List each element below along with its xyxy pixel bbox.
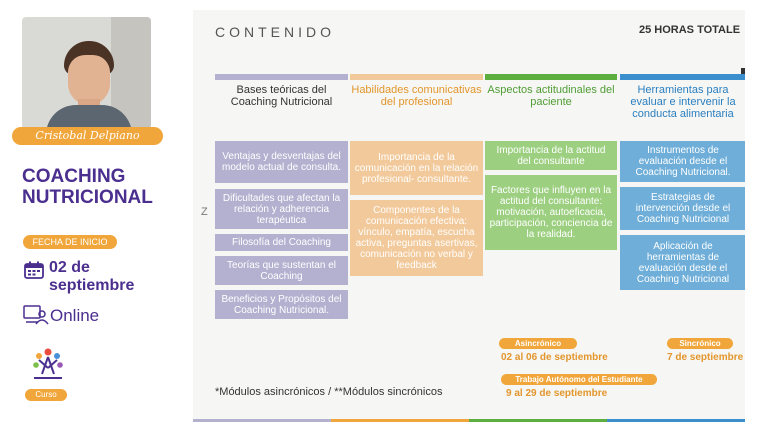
autonomous-label: Trabajo Autónomo del Estudiante [501, 374, 657, 385]
topic-card: Beneficios y Propósitos del Coaching Nutricional. [215, 290, 348, 319]
institution-logo [28, 344, 68, 382]
topic-card: Componentes de la comunicación efectiva: vínculo, empatía, escucha activa, preguntas asertivas, comunicación no verbal y feedback [350, 200, 483, 276]
module-legend: *Módulos asincrónicos / **Módulos sincrónicos [215, 386, 443, 398]
presenter-video [22, 17, 151, 129]
total-hours: 25 HORAS TOTALE [639, 24, 741, 36]
column-header: Bases teóricas del Coaching Nutricional [230, 84, 333, 108]
course-type-badge: Curso [25, 389, 67, 401]
slide-title: CONTENIDO [215, 24, 335, 40]
course-title [22, 166, 182, 208]
start-date-label: FECHA DE INICIO [23, 235, 117, 249]
sync-dates: 7 de septiembre [667, 352, 744, 363]
course-mode [23, 305, 143, 327]
presenter-name: Cristobal Delpiano [12, 127, 163, 145]
topic-card: Ventajas y desventajas del modelo actual de consulta. [215, 141, 348, 183]
column-habilidades [350, 74, 483, 108]
topic-card: Factores que influyen en la actitud del consultante: motivación, autoeficacia, participación, conciencia de la realidad. [485, 175, 617, 250]
topic-card: Estrategias de intervención desde el Coaching Nutricional [620, 187, 745, 230]
start-date-line2: septiembre [49, 277, 135, 294]
calendar-icon [24, 261, 44, 279]
course-info-panel [0, 0, 180, 432]
content-slide [193, 10, 745, 422]
sync-label: Sincrónico [667, 338, 733, 349]
async-dates: 02 al 06 de septiembre [501, 352, 608, 363]
online-class-icon [23, 305, 49, 325]
topic-card: Importancia de la actitud del consultante [485, 141, 617, 170]
column-aspectos [485, 74, 617, 108]
course-title-line2: NUTRICIONAL [22, 187, 153, 208]
course-title-line1: COACHING [22, 166, 126, 187]
topic-card: Dificultades que afectan la relación y adherencia terapéutica [215, 189, 348, 229]
column-bases-teoricas [215, 74, 348, 108]
column-header: Herramientas para evaluar e intervenir la conducta alimentaria [630, 84, 736, 120]
topic-card: Filosofía del Coaching [215, 234, 348, 251]
topic-card: Teorías que sustentan el Coaching [215, 256, 348, 285]
column-herramientas [620, 74, 745, 120]
column-header: Aspectos actitudinales del paciente [487, 84, 615, 108]
topic-card: Aplicación de herramientas de evaluación desde el Coaching Nutricional [620, 235, 745, 290]
column-header: Habilidades comunicativas del profesional [351, 84, 482, 108]
course-mode-label: Online [50, 306, 100, 325]
slide-color-strip [193, 419, 745, 422]
start-date-line1: 02 de [49, 259, 90, 276]
autonomous-dates: 9 al 29 de septiembre [506, 388, 608, 399]
async-label: Asincrónico [499, 338, 577, 349]
slide-side-letter: Z [201, 206, 208, 218]
topic-card: Instrumentos de evaluación desde el Coaching Nutricional. [620, 141, 745, 182]
topic-card: Importancia de la comunicación en la relación profesional- consultante. [350, 141, 483, 195]
